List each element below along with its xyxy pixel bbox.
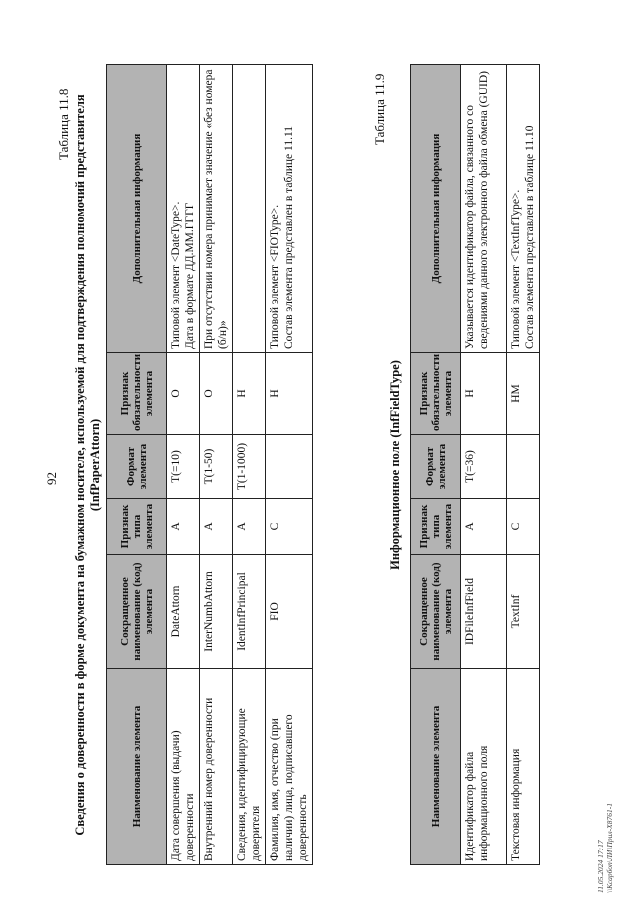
cell-name: Идентификатор файла информационного поля	[461, 669, 507, 865]
cell-info-line: Состав элемента представлен в таблице 11.10	[524, 125, 536, 349]
table-row	[507, 65, 540, 865]
cell-type: С	[507, 499, 540, 555]
cell-name: Текстовая информация	[507, 669, 540, 865]
cell-code: InterNumbAttorn	[200, 555, 233, 669]
cell-type: А	[233, 499, 266, 555]
cell-info-line: Типовой элемент <TextInfType>.	[510, 189, 522, 349]
cell-format	[507, 435, 540, 499]
footer-timestamp: 11.05.2024 17:17	[596, 840, 605, 893]
cell-name: Внутренний номер доверенности	[200, 669, 233, 865]
cell-type: А	[461, 499, 507, 555]
table-title-line: Сведения о доверенности в форме документа на бумажном носителе, используемой для подтверждения полномочий представителя	[73, 94, 87, 836]
cell-code: TextInf	[507, 555, 540, 669]
cell-info-line: Типовой элемент <DateType>.	[170, 201, 182, 349]
cell-name: Фамилия, имя, отчество (при наличии) лица, подписавшего доверенность	[266, 669, 313, 865]
column-header: Формат элемента	[411, 435, 461, 499]
table-row	[233, 65, 266, 865]
file-footer	[596, 803, 614, 893]
cell-type: С	[266, 499, 313, 555]
cell-required: НМ	[507, 353, 540, 435]
column-header: Сокращенное наименование (код) элемента	[107, 555, 167, 669]
cell-required: О	[200, 353, 233, 435]
cell-info: Указывается идентификатор файла, связанного со сведениями данного электронного файла обмена (GUID)	[461, 65, 507, 353]
table-title-code: (InfPaperAttorn)	[88, 418, 102, 512]
cell-name: Сведения, идентифицирующие доверителя	[233, 669, 266, 865]
cell-format: T(=10)	[167, 435, 200, 499]
page-number: 92	[44, 472, 59, 485]
cell-required: Н	[233, 353, 266, 435]
table-header-row	[107, 65, 167, 865]
column-header: Признак типа элемента	[107, 499, 167, 555]
cell-info	[507, 65, 540, 353]
cell-code: IDFileInfField	[461, 555, 507, 669]
cell-info	[266, 65, 313, 353]
footer-path: \\Ксарбоп\ЛИ\Прил-Х8761-1	[605, 803, 614, 893]
cell-info	[167, 65, 200, 353]
table-row	[461, 65, 507, 865]
column-header: Формат элемента	[107, 435, 167, 499]
cell-format: T(1-50)	[200, 435, 233, 499]
column-header: Наименование элемента	[107, 669, 167, 865]
cell-format: T(1-1000)	[233, 435, 266, 499]
cell-code: FIO	[266, 555, 313, 669]
table-label: Таблица 11.9	[372, 73, 387, 145]
table-row	[167, 65, 200, 865]
cell-info-line: Типовой элемент <FIOType>.	[269, 204, 281, 349]
cell-format	[266, 435, 313, 499]
cell-info	[233, 65, 266, 353]
cell-type: А	[167, 499, 200, 555]
table-row	[200, 65, 233, 865]
column-header: Наименование элемента	[411, 669, 461, 865]
cell-required: Н	[266, 353, 313, 435]
cell-info	[200, 65, 233, 353]
cell-required: О	[167, 353, 200, 435]
cell-code: IdentInfPrincipal	[233, 555, 266, 669]
column-header: Признак обязательности элемента	[411, 353, 461, 435]
table-row	[266, 65, 313, 865]
cell-name: Дата совершения (выдачи) доверенности	[167, 669, 200, 865]
cell-info-line: Состав элемента представлен в таблице 11.11	[283, 125, 295, 349]
cell-info-line: Дата в формате ДД.ММ.ГГГГ	[184, 202, 196, 349]
data-table	[410, 64, 540, 865]
data-table	[106, 64, 313, 865]
cell-type: А	[200, 499, 233, 555]
table-title	[73, 65, 103, 865]
table-title: Информационное поле (InfFieldType)	[388, 360, 402, 570]
cell-format: T(=36)	[461, 435, 507, 499]
table-label: Таблица 11.8	[56, 88, 71, 160]
cell-code: DateAttorn	[167, 555, 200, 669]
column-header: Дополнительная информация	[411, 65, 461, 353]
cell-info-line: При отсутствии номера принимает значение «без номера (б/н)»	[203, 69, 229, 349]
column-header: Признак обязательности элемента	[107, 353, 167, 435]
cell-required: Н	[461, 353, 507, 435]
column-header: Сокращенное наименование (код) элемента	[411, 555, 461, 669]
column-header: Дополнительная информация	[107, 65, 167, 353]
table-header-row	[411, 65, 461, 865]
column-header: Признак типа элемента	[411, 499, 461, 555]
